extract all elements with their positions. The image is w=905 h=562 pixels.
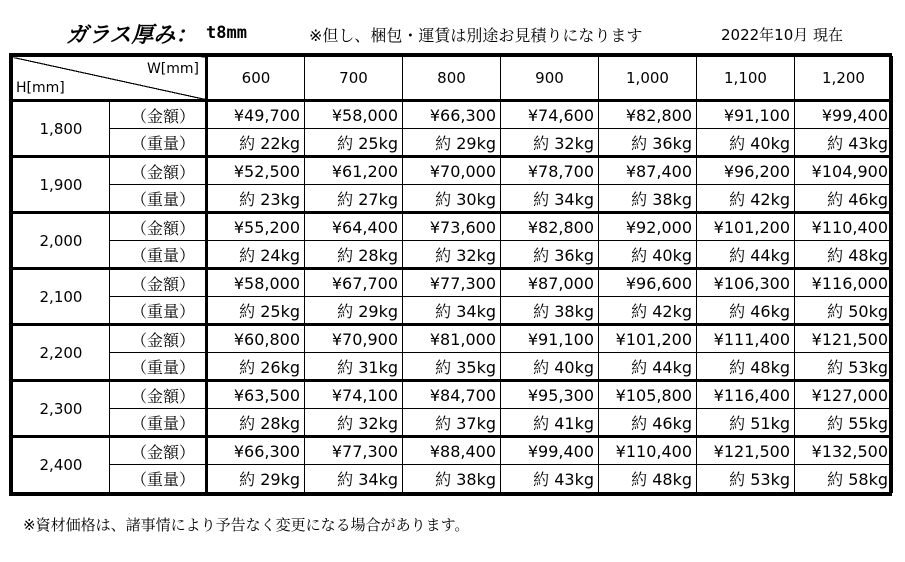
price-cell: ¥81,000 [403,325,501,353]
weight-label: （重量） [110,353,207,381]
price-label: （金額） [110,269,207,297]
price-cell: ¥106,300 [697,269,795,297]
weight-cell: 約 34kg [305,465,403,493]
weight-cell: 約 26kg [207,353,305,381]
weight-label: （重量） [110,185,207,213]
weight-cell: 約 53kg [697,465,795,493]
price-cell: ¥66,300 [403,101,501,129]
price-cell: ¥110,400 [599,437,697,465]
price-cell: ¥55,200 [207,213,305,241]
price-cell: ¥82,800 [501,213,599,241]
weight-cell: 約 46kg [599,409,697,437]
width-header-600: 600 [207,57,305,101]
price-cell: ¥58,000 [305,101,403,129]
price-cell: ¥74,100 [305,381,403,409]
price-cell: ¥105,800 [599,381,697,409]
height-value: 2,200 [13,325,110,381]
width-header-800: 800 [403,57,501,101]
weight-cell: 約 40kg [599,241,697,269]
price-cell: ¥63,500 [207,381,305,409]
weight-cell: 約 41kg [501,409,599,437]
weight-row [13,129,893,157]
price-cell: ¥111,400 [697,325,795,353]
price-label: （金額） [110,101,207,129]
height-value: 1,900 [13,157,110,213]
price-label: （金額） [110,437,207,465]
weight-cell: 約 25kg [207,297,305,325]
price-date: 2022年10月 現在 [721,26,844,44]
weight-cell: 約 55kg [795,409,893,437]
weight-cell: 約 46kg [795,185,893,213]
height-value: 2,000 [13,213,110,269]
price-row [13,101,893,129]
weight-cell: 約 38kg [403,465,501,493]
price-cell: ¥91,100 [501,325,599,353]
price-table-body [13,101,893,493]
weight-label: （重量） [110,241,207,269]
price-cell: ¥52,500 [207,157,305,185]
price-label: （金額） [110,381,207,409]
price-table [12,56,893,493]
price-cell: ¥67,700 [305,269,403,297]
price-cell: ¥101,200 [599,325,697,353]
price-cell: ¥74,600 [501,101,599,129]
price-cell: ¥116,000 [795,269,893,297]
price-cell: ¥82,800 [599,101,697,129]
weight-row [13,297,893,325]
glass-thickness: t8mm [206,23,247,43]
price-cell: ¥96,200 [697,157,795,185]
price-row [13,381,893,409]
price-cell: ¥127,000 [795,381,893,409]
price-cell: ¥77,300 [305,437,403,465]
price-cell: ¥70,000 [403,157,501,185]
weight-cell: 約 58kg [795,465,893,493]
weight-cell: 約 23kg [207,185,305,213]
weight-cell: 約 38kg [501,297,599,325]
height-value: 2,400 [13,437,110,493]
price-cell: ¥73,600 [403,213,501,241]
weight-cell: 約 28kg [305,241,403,269]
price-row [13,213,893,241]
weight-row [13,409,893,437]
weight-cell: 約 48kg [697,353,795,381]
price-table-frame [9,53,892,496]
weight-label: （重量） [110,409,207,437]
weight-cell: 約 44kg [599,353,697,381]
price-label: （金額） [110,325,207,353]
height-axis-label: H[mm] [16,80,65,96]
width-header-1100: 1,100 [697,57,795,101]
weight-row [13,353,893,381]
price-cell: ¥49,700 [207,101,305,129]
weight-label: （重量） [110,297,207,325]
weight-label: （重量） [110,465,207,493]
weight-cell: 約 32kg [501,129,599,157]
weight-cell: 約 42kg [599,297,697,325]
weight-cell: 約 43kg [795,129,893,157]
price-cell: ¥60,800 [207,325,305,353]
width-header-700: 700 [305,57,403,101]
width-header-1000: 1,000 [599,57,697,101]
price-change-note: ※資材価格は、諸事情により予告なく変更になる場合があります。 [23,516,470,534]
height-value: 2,100 [13,269,110,325]
height-value: 1,800 [13,101,110,157]
weight-label: （重量） [110,129,207,157]
price-cell: ¥121,500 [697,437,795,465]
weight-cell: 約 50kg [795,297,893,325]
weight-cell: 約 34kg [403,297,501,325]
weight-row [13,465,893,493]
weight-cell: 約 44kg [697,241,795,269]
price-cell: ¥92,000 [599,213,697,241]
price-row [13,437,893,465]
price-cell: ¥70,900 [305,325,403,353]
price-cell: ¥95,300 [501,381,599,409]
weight-cell: 約 29kg [403,129,501,157]
price-cell: ¥91,100 [697,101,795,129]
price-cell: ¥78,700 [501,157,599,185]
weight-cell: 約 22kg [207,129,305,157]
price-label: （金額） [110,157,207,185]
weight-cell: 約 38kg [599,185,697,213]
height-value: 2,300 [13,381,110,437]
price-cell: ¥104,900 [795,157,893,185]
weight-cell: 約 40kg [501,353,599,381]
price-cell: ¥101,200 [697,213,795,241]
weight-cell: 約 29kg [305,297,403,325]
price-row [13,325,893,353]
price-cell: ¥96,600 [599,269,697,297]
price-cell: ¥77,300 [403,269,501,297]
shipping-note: ※但し、梱包・運賃は別途お見積りになります [309,26,643,45]
weight-cell: 約 30kg [403,185,501,213]
weight-cell: 約 24kg [207,241,305,269]
weight-cell: 約 36kg [501,241,599,269]
width-header-row [13,57,893,101]
price-cell: ¥87,000 [501,269,599,297]
price-cell: ¥84,700 [403,381,501,409]
price-cell: ¥58,000 [207,269,305,297]
weight-row [13,241,893,269]
weight-cell: 約 29kg [207,465,305,493]
weight-cell: 約 31kg [305,353,403,381]
price-cell: ¥66,300 [207,437,305,465]
price-cell: ¥64,400 [305,213,403,241]
weight-cell: 約 48kg [795,241,893,269]
weight-cell: 約 46kg [697,297,795,325]
weight-cell: 約 34kg [501,185,599,213]
width-header-1200: 1,200 [795,57,893,101]
weight-cell: 約 32kg [305,409,403,437]
weight-cell: 約 32kg [403,241,501,269]
weight-cell: 約 27kg [305,185,403,213]
price-cell: ¥110,400 [795,213,893,241]
price-cell: ¥132,500 [795,437,893,465]
page-header [0,18,905,48]
weight-cell: 約 35kg [403,353,501,381]
width-axis-label: W[mm] [146,61,199,77]
weight-cell: 約 42kg [697,185,795,213]
width-header-900: 900 [501,57,599,101]
price-cell: ¥99,400 [795,101,893,129]
weight-cell: 約 40kg [697,129,795,157]
page-title: ガラス厚み： [66,23,198,48]
weight-cell: 約 36kg [599,129,697,157]
weight-cell: 約 28kg [207,409,305,437]
table-corner [13,57,207,101]
price-cell: ¥87,400 [599,157,697,185]
weight-cell: 約 43kg [501,465,599,493]
price-label: （金額） [110,213,207,241]
price-row [13,269,893,297]
weight-cell: 約 48kg [599,465,697,493]
price-cell: ¥116,400 [697,381,795,409]
price-cell: ¥121,500 [795,325,893,353]
weight-cell: 約 37kg [403,409,501,437]
weight-cell: 約 53kg [795,353,893,381]
weight-cell: 約 25kg [305,129,403,157]
weight-cell: 約 51kg [697,409,795,437]
price-cell: ¥99,400 [501,437,599,465]
price-row [13,157,893,185]
weight-row [13,185,893,213]
price-cell: ¥61,200 [305,157,403,185]
price-cell: ¥88,400 [403,437,501,465]
